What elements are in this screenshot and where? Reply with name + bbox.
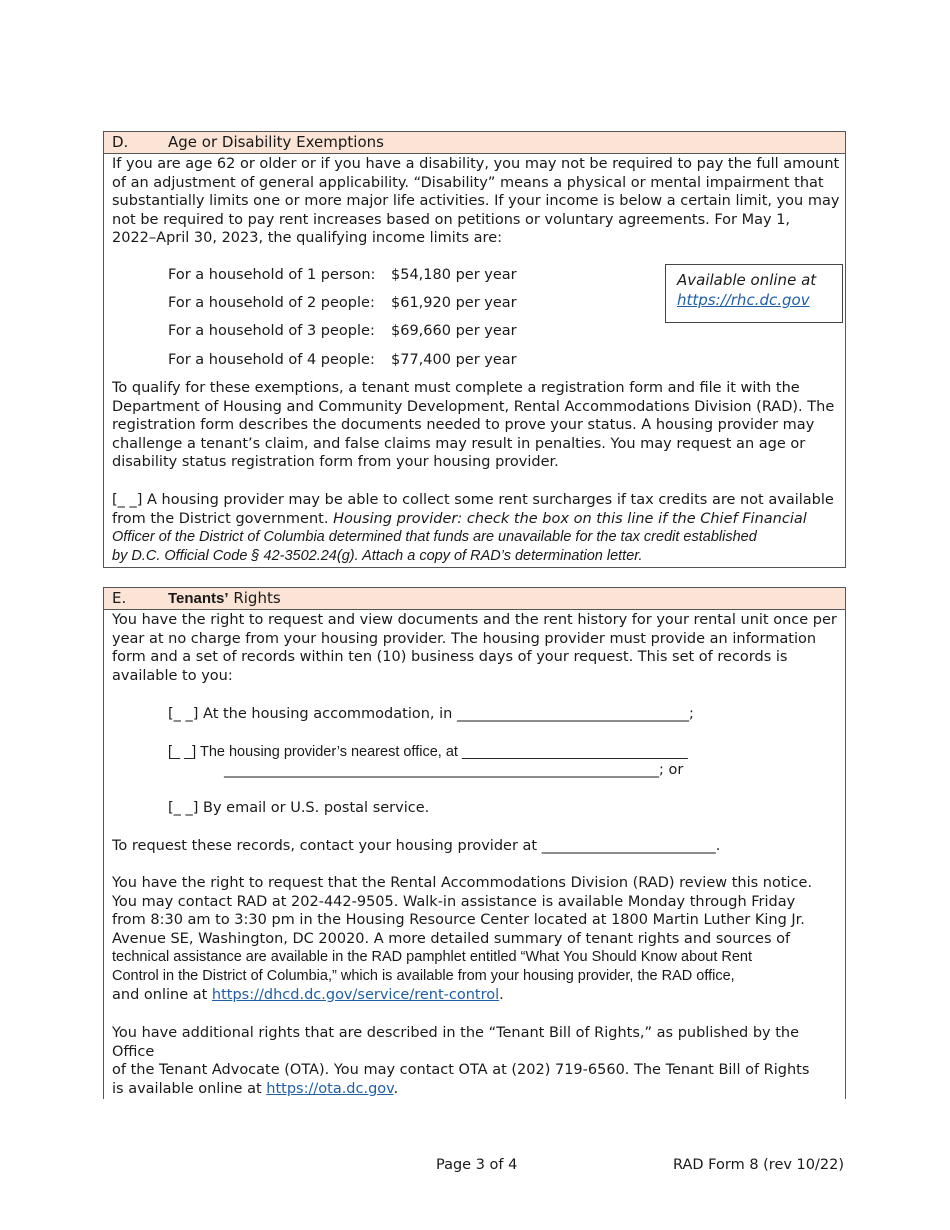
surcharge-checkbox-line[interactable]: [_ _] A housing provider may be able to collect some rent surcharges if tax credits are not available	[112, 492, 834, 508]
text-line: To qualify for these exemptions, a tenant must complete a registration form and file it with the	[112, 380, 800, 396]
section-d-qualify	[112, 379, 834, 472]
text-line: 2022–April 30, 2023, the qualifying income limits are:	[112, 230, 503, 247]
text-line: substantially limits one or more major life activities. If your income is below a certain limit, you may	[112, 193, 840, 210]
income-label: For a household of 1 person:	[168, 267, 376, 283]
section-e-title-rest: Rights	[228, 589, 281, 607]
text-line	[112, 510, 834, 529]
records-option-housing[interactable]: [_ _] At the housing accommodation, in ________________________________;	[168, 706, 694, 722]
text-segment: and online at	[112, 986, 212, 1003]
section-d-header	[104, 132, 845, 154]
text-line: Avenue SE, Washington, DC 20020. A more detailed summary of tenant rights and sources of	[112, 930, 791, 947]
text-line: You have the right to request and view documents and the rent history for your rental unit once per	[112, 612, 837, 628]
income-amount: $77,400 per year	[391, 352, 517, 368]
ota-link[interactable]: https://ota.dc.gov	[266, 1080, 394, 1097]
income-amount: $61,920 per year	[391, 295, 517, 311]
income-label: For a household of 3 people:	[168, 323, 375, 339]
text-line: form and a set of records within ten (10) business days of your request. This set of records is	[112, 649, 788, 666]
income-amount: $54,180 per year	[391, 267, 517, 283]
section-e	[103, 587, 846, 1099]
form-identifier: RAD Form 8 (rev 10/22)	[673, 1157, 845, 1173]
text-line	[112, 986, 812, 1005]
section-e-intro	[112, 611, 837, 685]
text-line: Control in the District of Columbia,” which is available from your housing provider, the RAD office,	[112, 967, 735, 984]
section-e-ota	[112, 1024, 845, 1098]
text-segment-italic: Housing provider: check the box on this line if the Chief Financial	[333, 510, 807, 527]
text-line: of an adjustment of general applicability. “Disability” means a physical or mental impairment that	[112, 174, 824, 191]
text-line: technical assistance are available in the RAD pamphlet entitled “What You Should Know about Rent	[112, 949, 753, 966]
text-line-italic: by D.C. Official Code § 42-3502.24(g). Attach a copy of RAD’s determination letter.	[112, 547, 643, 564]
records-option-office[interactable]: [_ _] The housing provider’s nearest office, at ____________________________	[168, 744, 688, 760]
section-d-title: Age or Disability Exemptions	[168, 133, 384, 151]
text-line: from 8:30 am to 3:30 pm in the Housing Resource Center located at 1800 Martin Luther King Jr.	[112, 912, 805, 929]
section-d	[103, 131, 846, 568]
section-e-title-bold: Tenants’	[168, 590, 229, 607]
section-e-letter: E.	[112, 589, 127, 607]
online-callout-box	[665, 264, 843, 323]
text-segment: .	[499, 986, 504, 1003]
text-line-italic: Officer of the District of Columbia determined that funds are unavailable for the tax credit established	[112, 529, 757, 546]
text-line: of the Tenant Advocate (OTA). You may contact OTA at (202) 719-6560. The Tenant Bill of Rights	[112, 1062, 810, 1079]
records-contact-line: To request these records, contact your housing provider at ________________________.	[112, 838, 721, 854]
section-d-letter: D.	[112, 133, 129, 151]
callout-text: Available online at	[677, 271, 817, 289]
text-line: You may contact RAD at 202-442-9505. Walk-in assistance is available Monday through Friday	[112, 893, 796, 910]
section-e-rad	[112, 874, 812, 1004]
section-e-header	[104, 588, 845, 610]
records-option-office-line2: ____________________________________________________________; or	[224, 762, 684, 778]
text-line: not be required to pay rent increases based on petitions or voluntary agreements. For May 1,	[112, 211, 791, 228]
text-line: If you are age 62 or older or if you have a disability, you may not be required to pay the full amount	[112, 156, 840, 172]
text-line: registration form describes the documents needed to prove your status. A housing provider may	[112, 417, 815, 434]
text-segment: .	[393, 1080, 399, 1097]
text-segment: is available online at	[112, 1080, 267, 1097]
rent-control-link[interactable]: https://dhcd.dc.gov/service/rent-control	[211, 986, 500, 1003]
text-line: available to you:	[112, 667, 233, 684]
text-line: year at no charge from your housing provider. The housing provider must provide an information	[112, 630, 817, 647]
income-label: For a household of 2 people:	[168, 295, 375, 311]
text-line	[112, 1080, 845, 1099]
text-segment: from the District government.	[112, 510, 334, 527]
rhc-link[interactable]: https://rhc.dc.gov	[677, 291, 810, 309]
text-line: disability status registration form from your housing provider.	[112, 454, 559, 471]
text-line: You have additional rights that are described in the “Tenant Bill of Rights,” as published by the Office	[112, 1025, 800, 1060]
records-option-email[interactable]: [_ _] By email or U.S. postal service.	[168, 800, 430, 816]
income-label: For a household of 4 people:	[168, 352, 375, 368]
section-d-surcharge	[112, 491, 834, 565]
text-line: challenge a tenant’s claim, and false claims may result in penalties. You may request an age or	[112, 435, 806, 452]
section-d-intro	[112, 155, 839, 248]
text-line: Department of Housing and Community Development, Rental Accommodations Division (RAD). The	[112, 398, 835, 415]
income-amount: $69,660 per year	[391, 323, 517, 339]
page-number: Page 3 of 4	[436, 1157, 518, 1173]
text-line: You have the right to request that the Rental Accommodations Division (RAD) review this notice.	[112, 875, 813, 891]
